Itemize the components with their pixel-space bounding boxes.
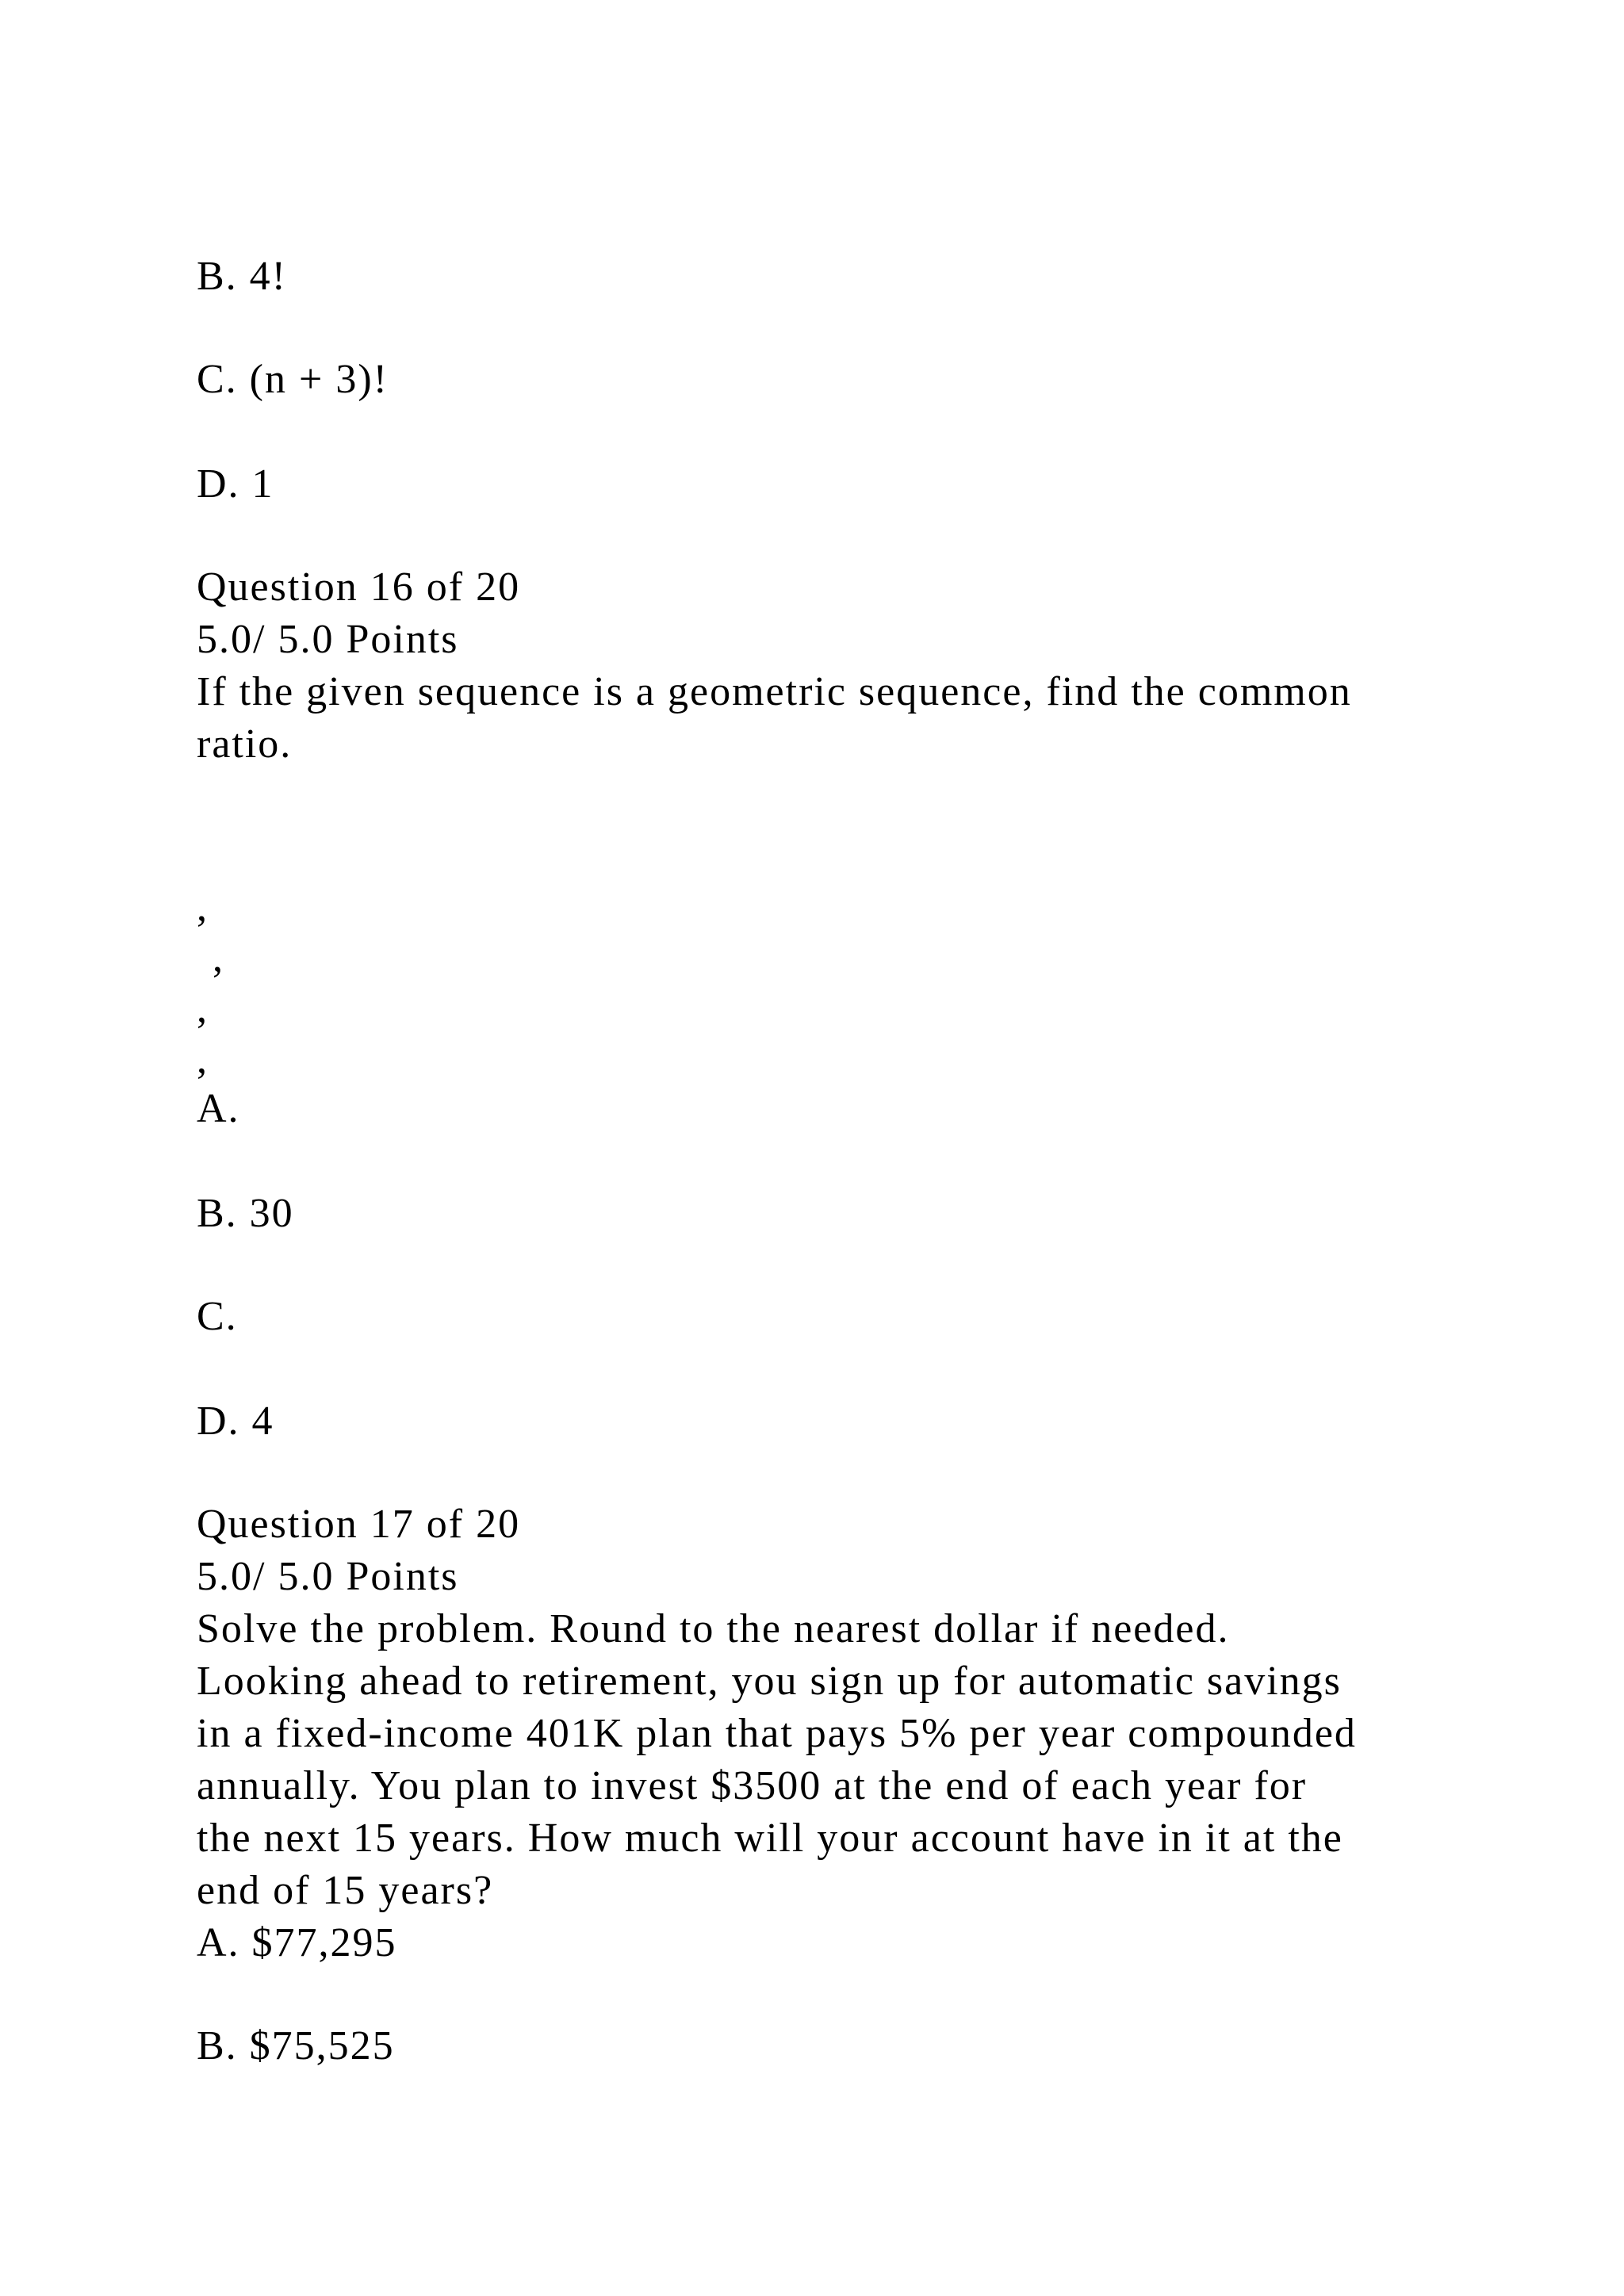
q17-prompt-line: in a fixed-income 401K plan that pays 5% per year compounded (197, 1711, 1357, 1756)
q17-prompt-line: Looking ahead to retirement, you sign up for automatic savings (197, 1659, 1342, 1704)
q16-sequence-comma: , (197, 986, 209, 1031)
q17-prompt-line: Solve the problem. Round to the nearest dollar if needed. (197, 1606, 1230, 1651)
q16-prompt-line: If the given sequence is a geometric sequence, find the common (197, 669, 1352, 714)
q16-sequence-comma: , (213, 936, 224, 981)
q15-option-d: D. 1 (197, 461, 274, 507)
q16-option-a: A. (197, 1086, 240, 1131)
q17-prompt-line: end of 15 years? (197, 1868, 494, 1913)
q16-prompt-line: ratio. (197, 721, 293, 767)
q16-option-b: B. 30 (197, 1191, 294, 1236)
q16-option-c: C. (197, 1294, 238, 1339)
q15-option-b: B. 4! (197, 254, 287, 299)
q16-points: 5.0/ 5.0 Points (197, 617, 459, 662)
q16-sequence-comma: , (197, 885, 209, 930)
q16-header: Question 16 of 20 (197, 564, 521, 610)
q17-prompt-line: annually. You plan to invest $3500 at the end of each year for (197, 1763, 1308, 1808)
q17-header: Question 17 of 20 (197, 1502, 521, 1547)
q16-sequence-comma: , (197, 1037, 209, 1082)
q17-option-a: A. $77,295 (197, 1920, 397, 1965)
q17-points: 5.0/ 5.0 Points (197, 1554, 459, 1599)
q16-option-d: D. 4 (197, 1399, 274, 1444)
q17-prompt-line: the next 15 years. How much will your account have in it at the (197, 1816, 1343, 1861)
q17-option-b: B. $75,525 (197, 2023, 395, 2068)
q15-option-c: C. (n + 3)! (197, 357, 389, 402)
